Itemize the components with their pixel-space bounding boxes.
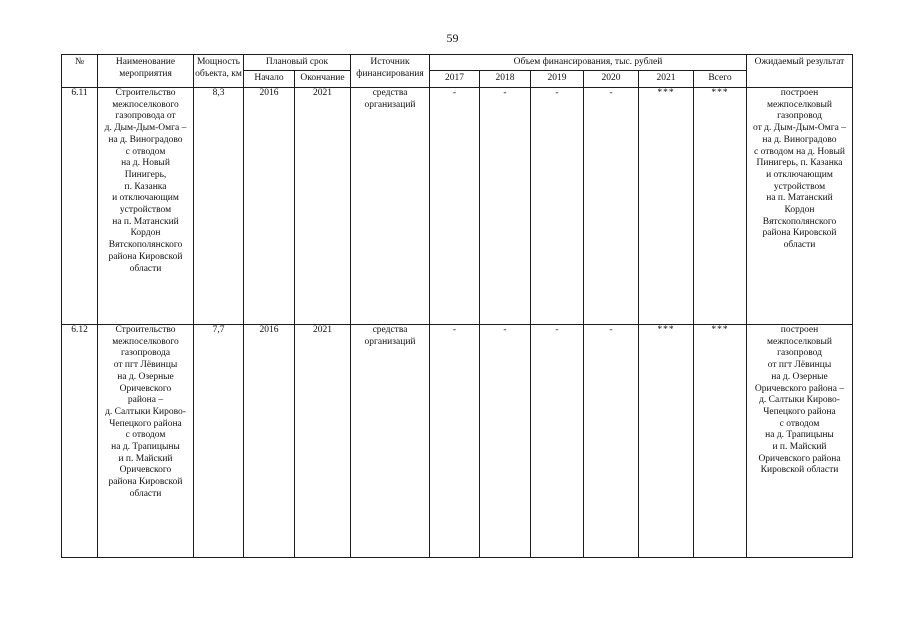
funding-2021: *** [639,88,694,325]
header-result: Ожидаемый результат [747,55,853,88]
header-start: Начало [244,71,295,88]
funding-2018: - [480,88,531,325]
row-number: 6.11 [62,88,98,325]
header-row-top [62,55,853,71]
header-year-2017: 2017 [430,71,480,88]
funding-2019: - [531,88,584,325]
capacity-value: 8,3 [194,88,244,325]
funding-source: средства организаций [351,88,430,325]
financing-plan-table [61,54,853,558]
header-year-2018: 2018 [480,71,531,88]
funding-2017: - [430,88,480,325]
header-funding: Объем финансирования, тыс. рублей [430,55,747,71]
funding-2020: - [584,325,639,558]
funding-2019: - [531,325,584,558]
header-source: Источник финансирования [351,55,430,88]
event-name: Строительство межпоселкового газопровода от пгт Лёвинцы на д. Озерные Оричевского района – д. Салтыки Кирово- Чепецкого района с отводом на д. Трапицыны и п. Майский Оричевского района Кировской области [98,325,194,558]
table-row [62,325,853,558]
event-name: Строительство межпоселкового газопровода от д. Дым-Дым-Омга – на д. Виноградово с отводом на д. Новый Пинигерь, п. Казанка и отключающим устройством на п. Матанский Кордон Вятскополянского района Кировской области [98,88,194,325]
end-year: 2021 [295,325,351,558]
table-row [62,88,853,325]
funding-2018: - [480,325,531,558]
start-year: 2016 [244,88,295,325]
header-year-2020: 2020 [584,71,639,88]
page-number: 59 [446,31,459,45]
funding-source: средства организаций [351,325,430,558]
header-year-2019: 2019 [531,71,584,88]
header-end: Окончание [295,71,351,88]
capacity-value: 7,7 [194,325,244,558]
header-name: Наименование мероприятия [98,55,194,88]
expected-result: построен межпоселковый газопровод от д. Дым-Дым-Омга – на д. Виноградово с отводом на д. Новый Пинигерь, п. Казанка и отключающим устройством на п. Матанский Кордон Вятскополянского района Кировской области [747,88,853,325]
header-number: № [62,55,98,88]
funding-2020: - [584,88,639,325]
header-total: Всего [694,71,747,88]
funding-total: *** [694,88,747,325]
funding-2021: *** [639,325,694,558]
header-capacity: Мощность объекта, км [194,55,244,88]
funding-total: *** [694,325,747,558]
funding-2017: - [430,325,480,558]
end-year: 2021 [295,88,351,325]
header-planned-term: Плановый срок [244,55,351,71]
header-year-2021: 2021 [639,71,694,88]
expected-result: построен межпоселковый газопровод от пгт Лёвинцы на д. Озерные Оричевского района – д. Салтыки Кирово- Чепецкого района с отводом на д. Трапицыны и п. Майский Оричевского района Кировской области [747,325,853,558]
start-year: 2016 [244,325,295,558]
row-number: 6.12 [62,325,98,558]
